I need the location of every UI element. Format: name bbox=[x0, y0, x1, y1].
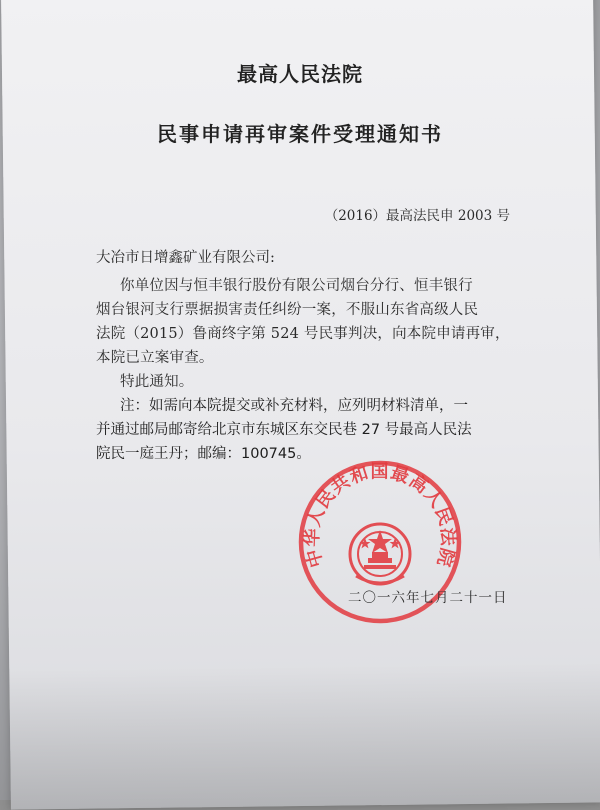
body-line: 烟台银河支行票据损害责任纠纷一案，不服山东省高级人民 bbox=[96, 302, 479, 318]
note-line: 院民一庭王丹；邮编：100745。 bbox=[96, 446, 311, 462]
seal-text: 中华人民共和国最高人民法院 bbox=[301, 461, 459, 570]
closing-line: 特此通知。 bbox=[120, 374, 194, 390]
issue-date: 二〇一六年七月二十一日 bbox=[348, 590, 508, 606]
note-line: 并通过邮局邮寄给北京市东城区东交民巷 27 号最高人民法 bbox=[96, 422, 472, 438]
recipient: 大冶市日增鑫矿业有限公司: bbox=[96, 250, 275, 266]
body-line: 本院已立案审查。 bbox=[96, 350, 214, 366]
document-title: 民事申请再审案件受理通知书 bbox=[157, 122, 443, 146]
paper-shadow bbox=[9, 662, 600, 809]
case-number: （2016）最高法民申 2003 号 bbox=[324, 208, 510, 224]
note-line: 注：如需向本院提交或补充材料，应列明材料清单，一 bbox=[120, 398, 468, 414]
national-emblem-icon bbox=[350, 524, 410, 584]
body-line: 法院（2015）鲁商终字第 524 号民事判决，向本院申请再审， bbox=[96, 326, 510, 342]
body-line: 你单位因与恒丰银行股份有限公司烟台分行、恒丰银行 bbox=[120, 278, 473, 294]
court-name: 最高人民法院 bbox=[237, 62, 363, 86]
